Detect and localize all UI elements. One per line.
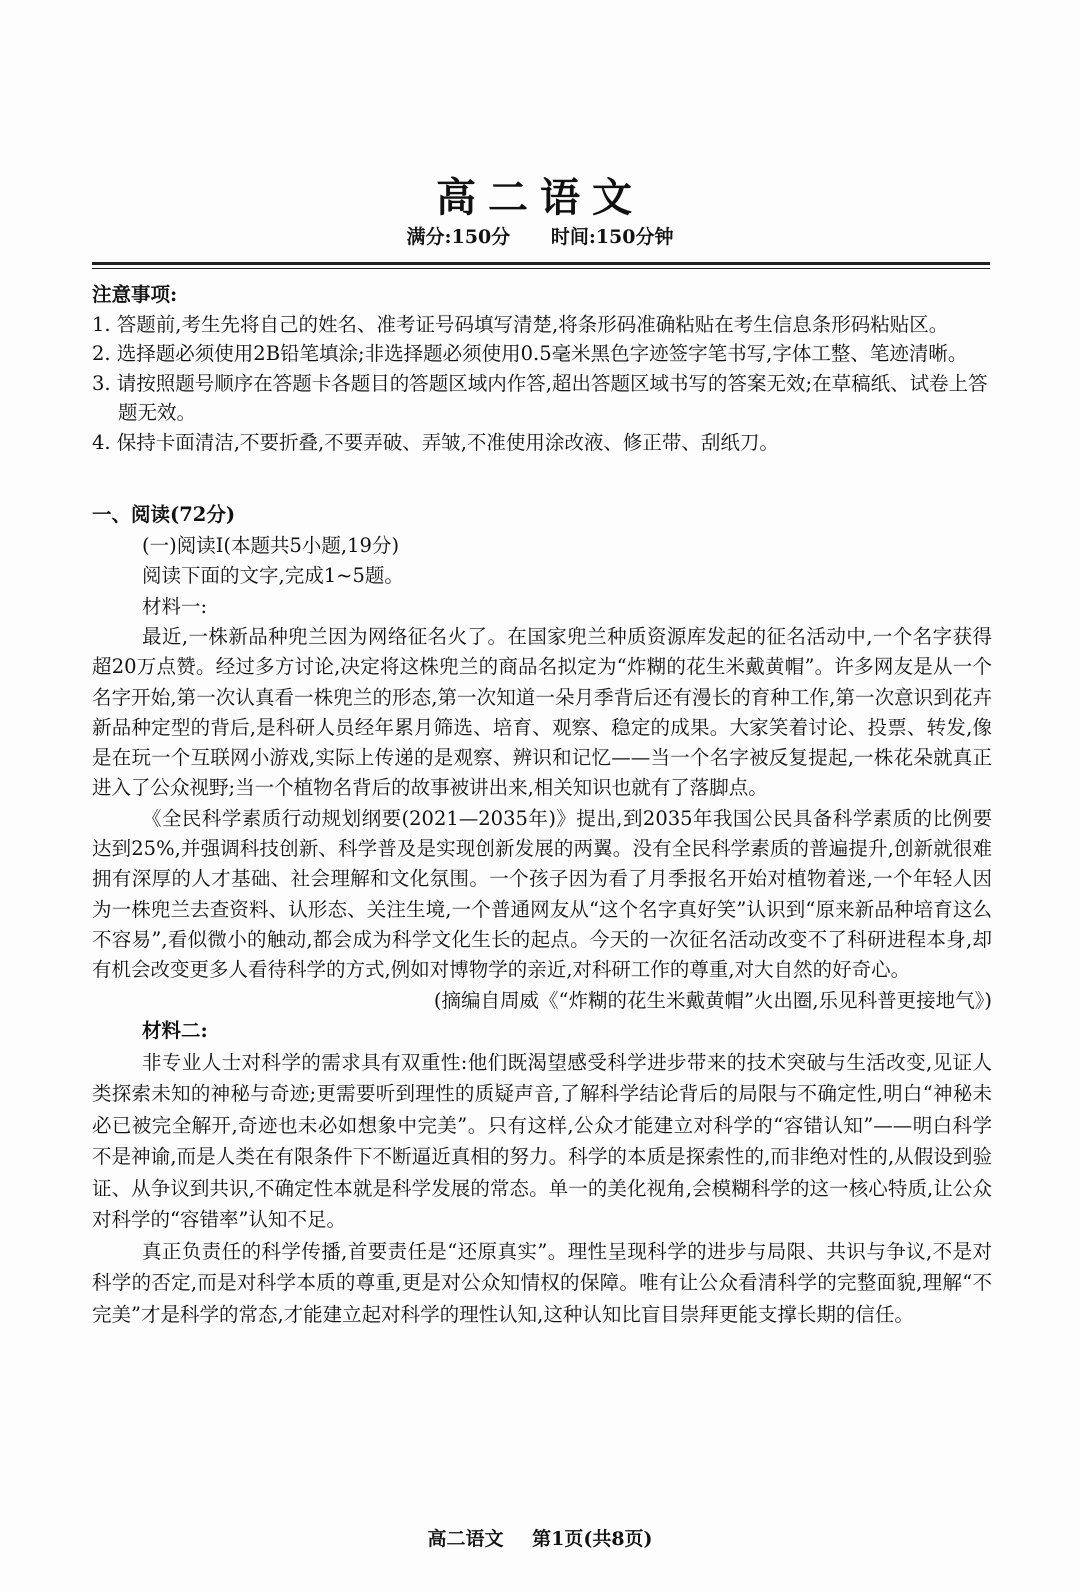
notice-item: 1. 答题前,考生先将自己的姓名、准考证号码填写清楚,将条形码准确粘贴在考生信息条形码粘贴区。: [92, 312, 949, 336]
material2-label: 材料二:: [142, 1019, 208, 1043]
page-title: 高二语文: [436, 174, 644, 221]
notice-heading: 注意事项:: [92, 283, 178, 306]
material2-paragraph: 非专业人士对科学的需求具有双重性:他们既渴望感受科学进步带来的技术突破与生活改变,见证人类探索未知的神秘与奇迹;更需要听到理性的质疑声音,了解科学结论背后的局限与不确定性,明白“神秘未必已被完全解开,奇迹也未必如想象中完美”。只有这样,公众才能建立对科学的“容错认知”——明白科学不是神谕,而是人类在有限条件下不断逼近真相的努力。科学的本质是探索性的,而非绝对性的,从假设到验证、从争议到共识,不确定性本就是科学发展的常态。单一的美化视角,会模糊科学的这一核心特质,让公众对科学的“容错率”认知不足。: [92, 1050, 992, 1232]
footer-page-number: 第1页(共8页): [532, 1528, 653, 1550]
notice-item: 4. 保持卡面清洁,不要折叠,不要弄破、弄皱,不准使用涂改液、修正带、刮纸刀。: [92, 430, 779, 454]
notice-item: 3. 请按照题号顺序在答题卡各题目的答题区域内作答,超出答题区域书写的答案无效;在草稿纸、试卷上答题无效。: [92, 371, 988, 424]
notice-section: [92, 280, 992, 457]
page-footer: [0, 1524, 1080, 1551]
material1-source: (摘编自周威《“炸糊的花生米戴黄帽”火出圈,乐见科普更接地气》): [433, 988, 992, 1012]
material1-paragraph: 《全民科学素质行动规划纲要(2021—2035年)》提出,到2035年我国公民具备科学素质的比例要达到25%,并强调科技创新、科学普及是实现创新发展的两翼。没有全民科学素质的普遍提升,创新就很难拥有深厚的人才基础、社会理解和文化氛围。一个孩子因为看了月季报名开始对植物着迷,一个年轻人因为一株兜兰去查资料、认形态、关注生境,一个普通网友从“这个名字真好笑”认识到“原来新品种培育这么不容易”,看似微小的触动,都会成为科学文化生长的起点。今天的一次征名活动改变不了科研进程本身,却有机会改变更多人看待科学的方式,例如对博物学的亲近,对科研工作的尊重,对大自然的好奇心。: [92, 806, 992, 982]
full-score: 满分:150分: [406, 226, 511, 248]
header-rule-thin: [92, 268, 990, 269]
material1-paragraph: 最近,一株新品种兜兰因为网络征名火了。在国家兜兰种质资源库发起的征名活动中,一个名字获得超20万点赞。经过多方讨论,决定将这株兜兰的商品名拟定为“炸糊的花生米戴黄帽”。许多网友是从一个名字开始,第一次认真看一株兜兰的形态,第一次知道一朵月季背后还有漫长的育种工作,第一次意识到花卉新品种定型的背后,是科研人员经年累月筛选、培育、观察、稳定的成果。大家笑着讨论、投票、转发,像是在玩一个互联网小游戏,实际上传递的是观察、辨识和记忆——当一个名字被反复提起,一株花朵就真正进入了公众视野;当一个植物名背后的故事被讲出来,相关知识也就有了落脚点。: [92, 625, 992, 800]
header-rule-thick: [92, 262, 990, 265]
section-heading: 一、阅读(72分): [92, 503, 236, 526]
footer-subject: 高二语文: [427, 1528, 504, 1550]
reading-section: [92, 503, 992, 1330]
material1-label: 材料一:: [142, 594, 208, 618]
exam-time: 时间:150分钟: [550, 226, 674, 248]
exam-info: [0, 222, 1080, 249]
material2-paragraph: 真正负责任的科学传播,首要责任是“还原真实”。理性呈现科学的进步与局限、共识与争议,不是对科学的否定,而是对科学本质的尊重,更是对公众知情权的保障。唯有让公众看清科学的完整面貌,理解“不完美”才是科学的常态,才能建立起对科学的理性认知,这种认知比盲目崇拜更能支撑长期的信任。: [92, 1239, 992, 1326]
notice-item: 2. 选择题必须使用2B铅笔填涂;非选择题必须使用0.5毫米黑色字迹签字笔书写,字体工整、笔迹清晰。: [92, 342, 968, 365]
instruction: 阅读下面的文字,完成1~5题。: [142, 564, 404, 587]
part-heading: (一)阅读Ⅰ(本题共5小题,19分): [142, 533, 400, 557]
